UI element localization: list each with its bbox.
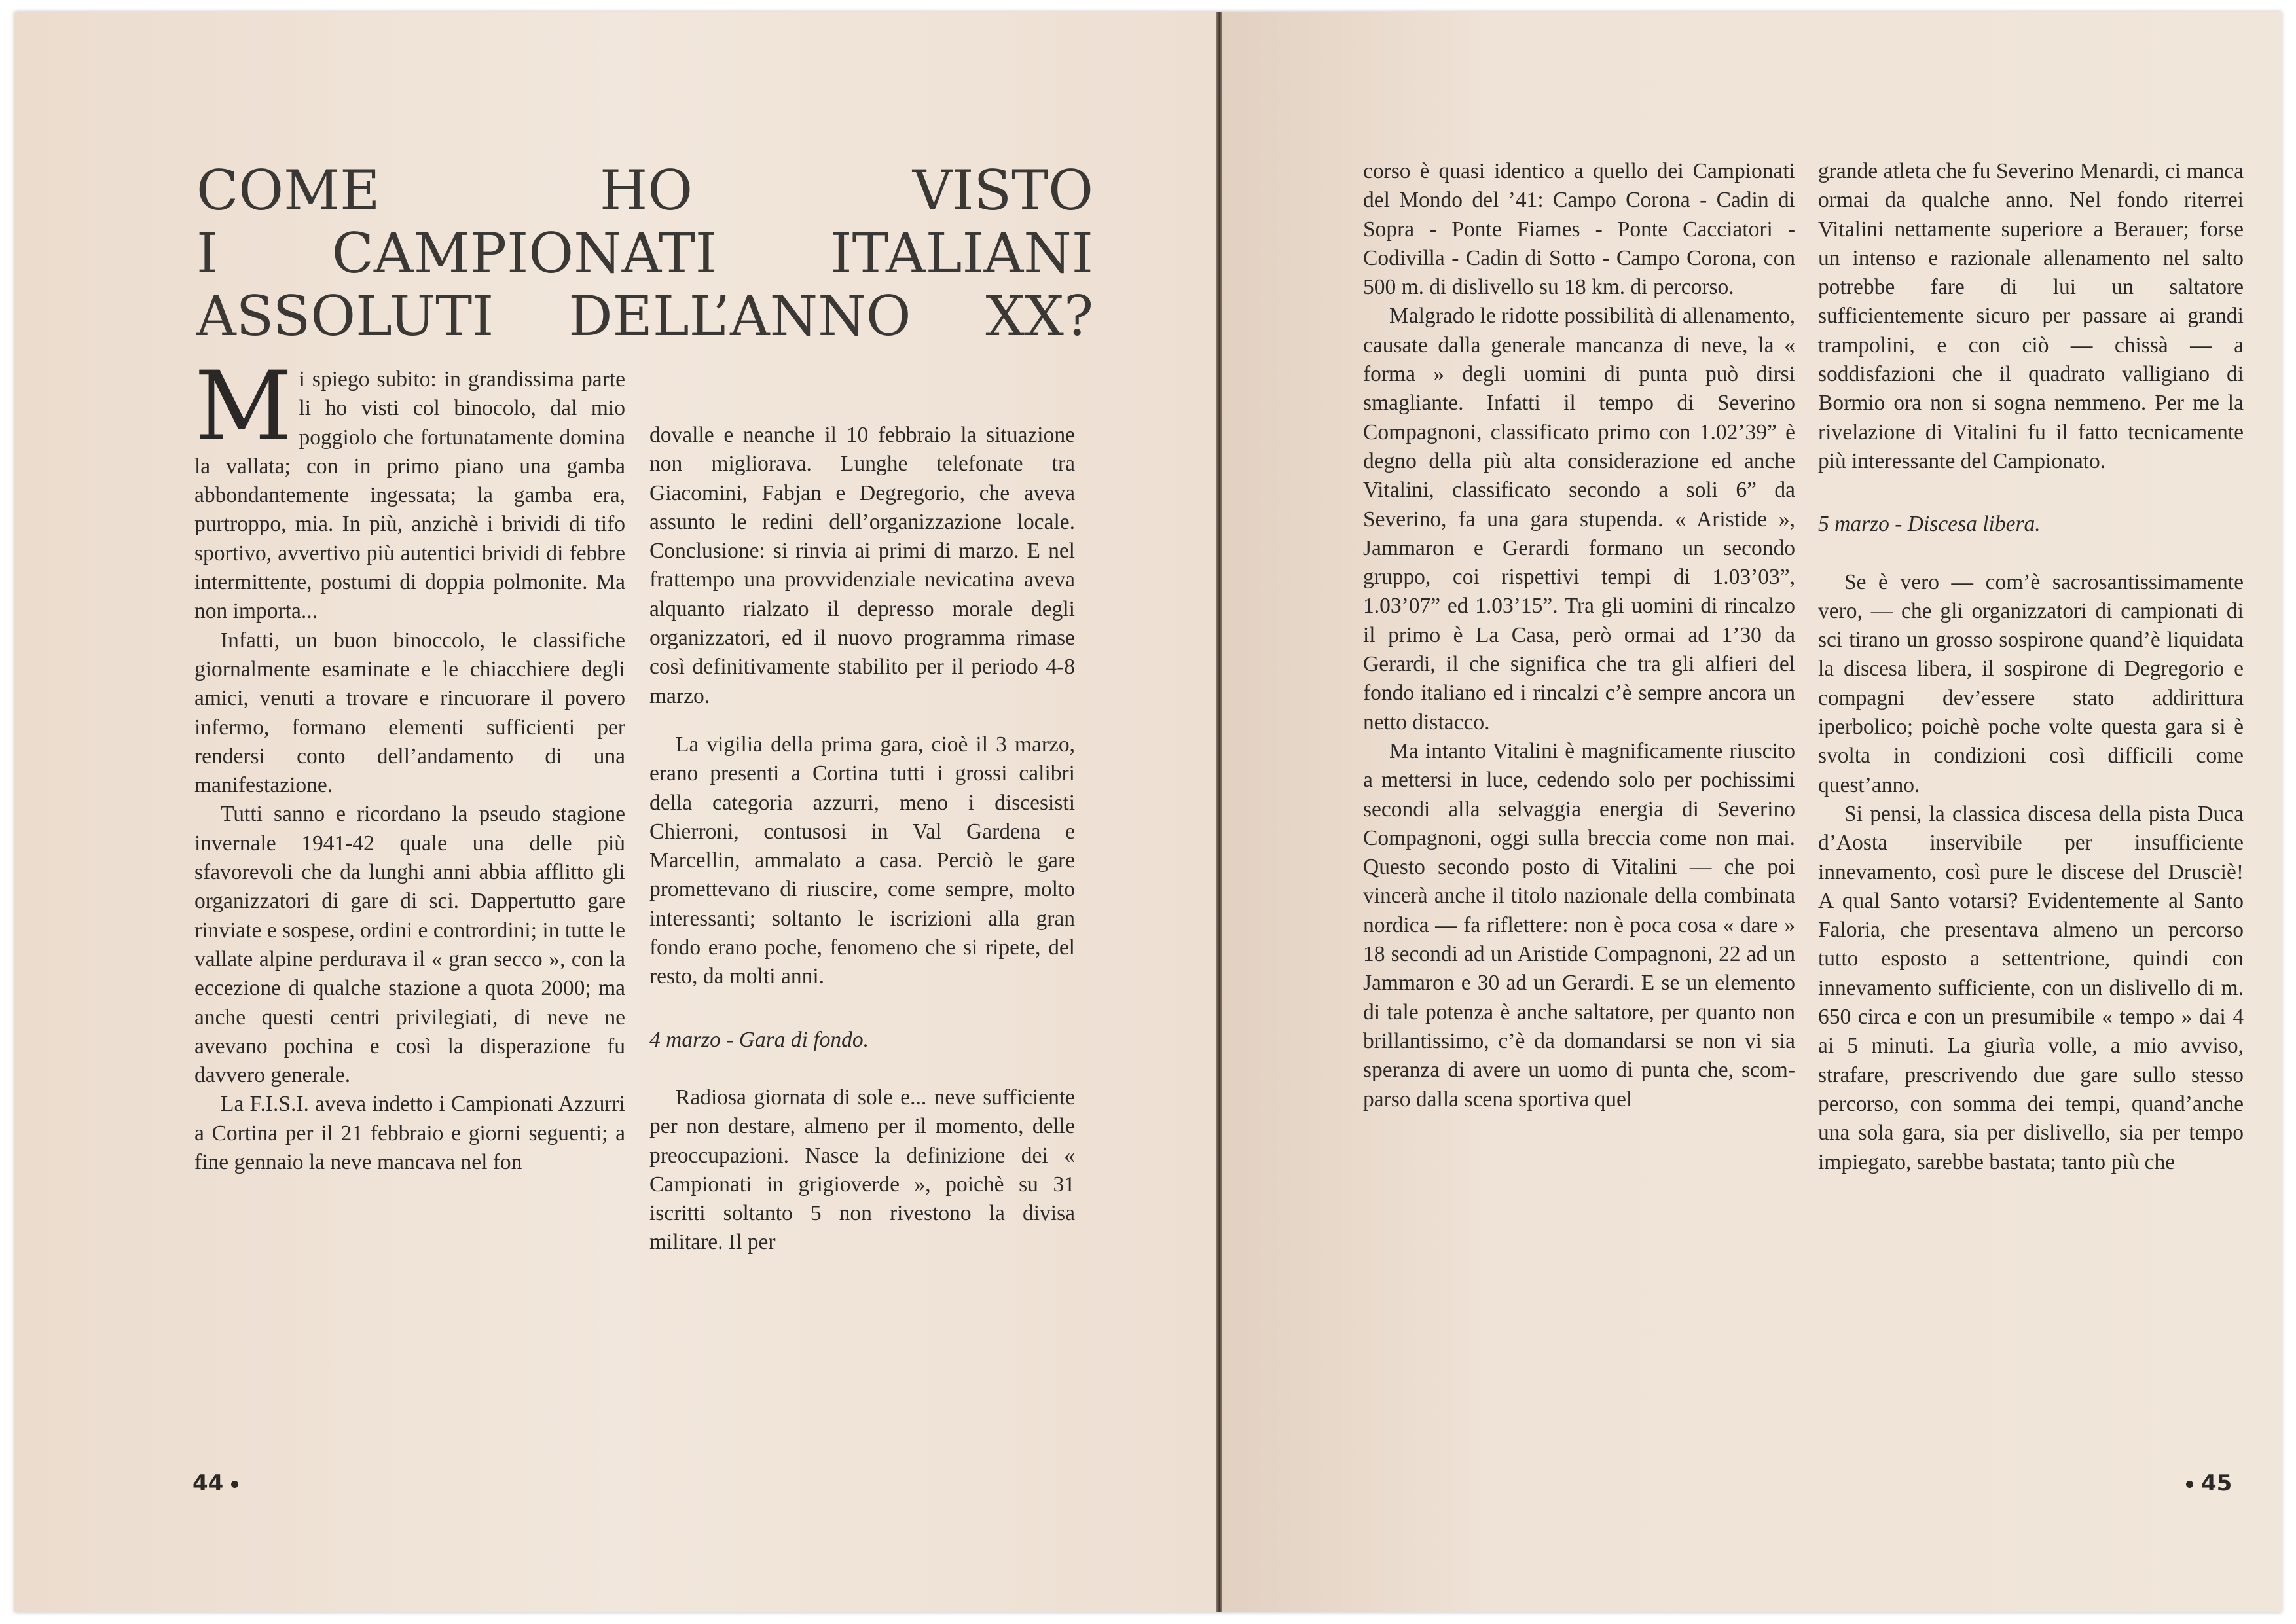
folio-dot-icon — [2186, 1481, 2193, 1488]
left-column-1 — [194, 351, 625, 1177]
section-heading: 4 marzo - Gara di fondo. — [649, 1027, 869, 1052]
title-line-1: COME HO VISTO — [196, 158, 1093, 223]
left-column-2 — [649, 421, 1075, 1257]
page-number — [192, 1470, 246, 1496]
article-title — [196, 159, 1093, 348]
title-line-3: ASSOLUTI DELL’ANNO XX? — [196, 284, 1093, 348]
paragraph — [194, 351, 625, 626]
page-number-text: 45 — [2201, 1470, 2232, 1496]
right-column-2 — [1818, 157, 2244, 1177]
book-spread — [14, 12, 2282, 1612]
paragraph: corso è quasi identico a quello dei Campionati del Mondo del ’41: Campo Corona - Cadin di Sopra - Ponte Fiames - Ponte Cacciatori - Codivilla - Cadin di Sotto - Campo Corona, con 500 m. di dislivello su 18 km. di percorso. — [1363, 159, 1795, 300]
paragraph: Infatti, un buon binoccolo, le classifiche giornalmente esaminate e le chiacchiere degli amici, venuti a trovare e rincuorare il povero infermo, formano elementi sufficienti per rendersi conto dell’andamento di una manifestazione. — [194, 628, 625, 798]
paragraph-text: i spiego subito: in grandissima parte li ho visti col binocolo, dal mio poggiolo che fortunatamente domina la vallata; con in primo piano una gamba abbondantemente ingessata; la gamba era, purtroppo, mia. In più, anzichè i brividi di tifo sportivo, avvertivo più autentici brividi di febbre intermittente, postumi di doppia polmonite. Ma non importa... — [194, 367, 625, 624]
title-line-2: I CAMPIONATI ITALIANI — [196, 221, 1093, 285]
folio-dot-icon — [231, 1481, 238, 1488]
paragraph: La vigilia della prima gara, cioè il 3 marzo, erano presenti a Cortina tutti i grossi calibri della categoria azzurri, meno i discesisti Chierroni, contusosi in Val Gardena e Marcellin, ammalato a casa. Perciò le gare promettevano di riuscire, come sempre, molto interessanti; soltanto le iscrizioni alla gran fondo erano poche, fenomeno che si ripete, del resto, da molti anni. — [649, 732, 1075, 989]
book-gutter — [1216, 12, 1222, 1612]
left-page — [14, 12, 1218, 1612]
right-column-1 — [1363, 157, 1795, 1114]
page-number — [2178, 1470, 2232, 1496]
paragraph: Se è vero — com’è sacrosantissimamente vero, — che gli organizzatori di campionati di sci tirano un grosso sospirone quand’è liquidata la discesa libera, il sospirone di Degregorio e compagni dev’essere stato addirittura iperbolico; poichè poche volte questa gara si è svolta in condizioni così difficili come quest’anno. — [1818, 569, 2244, 797]
paragraph: Si pensi, la classica discesa della pista Duca d’Aosta inservibile per insufficiente innevamento, così pure le discese del Drusciè! A qual Santo votarsi? Evidentemente al Santo Faloria, che presentava almeno un percorso tutto esposto a settentrione, quindi con innevamento sufficiente, con un dislivello di m. 650 circa e con un presumibile « tempo » dai 4 ai 5 minuti. La giurìa volle, a mio avviso, strafare, prescrivendo due gare sullo stesso percorso, con somma dei tempi, quand’anche una sola gara, sia per dislivello, sia per tempo impiegato, sarebbe bastata; tanto più che — [1818, 801, 2244, 1174]
page-number-text: 44 — [192, 1470, 224, 1496]
paragraph: Tutti sanno e ricordano la pseudo stagione invernale 1941-42 quale una delle più sfavorevoli che da lunghi anni abbia afflitto gli organizzatori di gare di sci. Dappertutto gare rinviate e sospese, ordini e contrordini; in tutte le vallate alpine perdurava il « gran secco », con la eccezione di qualche stazione a quota 2000; ma anche questi centri privilegiati, di neve ne avevano pochina e così la disperazione fu davvero generale. — [194, 802, 625, 1088]
right-page — [1222, 12, 2282, 1612]
paragraph: Ma intanto Vitalini è magnificamente riuscito a mettersi in luce, cedendo solo per pochissimi secondi alla selvaggia energia di Severino Compagnoni, oggi sulla breccia come non mai. Questo secondo posto di Vitalini — che poi vincerà anche il titolo nazionale della combinata nordica — fa riflettere: non è poca cosa « dare » 18 secondi ad un Aristide Compagnoni, 22 ad un Jammaron e 30 ad un Gerardi. E se un elemento di tale potenza è anche saltatore, per quanto non brillantissimo, c’è da domandarsi se non vi sia speranza di avere un uomo di punta che, scomparso dalla scena sportiva quel — [1363, 738, 1795, 1111]
paragraph: grande atleta che fu Severino Menardi, ci manca ormai da qualche anno. Nel fondo riterrei Vitalini nettamente superiore a Berauer; forse un intenso e razionale allenamento nel salto potrebbe fare di lui un saltatore sufficientemente sicuro per passare ai grandi trampolini, e con ciò — chissà — a soddisfazioni che il quadrato valligiano di Bormio ora non si sogna nemmeno. Per me la rivelazione di Vitalini fu il fatto tecnicamente più interessante del Campionato. — [1818, 159, 2244, 473]
paragraph: La F.I.S.I. aveva indetto i Campionati Azzurri a Cortina per il 21 febbraio e giorni seguenti; a fine gennaio la neve mancava nel fon — [194, 1092, 625, 1175]
paragraph: Radiosa giornata di sole e... neve sufficiente per non destare, almeno per il momento, delle preoccupazioni. Nasce la definizione dei « Campionati in grigioverde », poichè su 31 iscritti soltanto 5 non rivestono la divisa militare. Il per — [649, 1085, 1075, 1255]
section-heading: 5 marzo - Discesa libera. — [1818, 512, 2041, 537]
paragraph: dovalle e neanche il 10 febbraio la situazione non migliorava. Lunghe telefonate tra Giacomini, Fabjan e Degregorio, che aveva assunto le redini dell’organizzazione locale. Conclusione: si rinvia ai primi di marzo. E nel frattempo una provvidenziale nevicatina aveva alquanto rialzato il depresso morale degli organizzatori, ed il nuovo programma rimase così definitivamente stabilito per il periodo 4-8 marzo. — [649, 423, 1075, 708]
drop-cap: M — [194, 351, 293, 462]
paragraph: Malgrado le ridotte possibilità di allenamento, causate dalla generale mancanza di neve, la « forma » degli uomini di punta può dirsi smagliante. Infatti il tempo di Severino Compagnoni, classificato primo con 1.02’39” è degno della più alta considerazione ed anche Vitalini, classificato secondo a soli 6” da Severino, fa una gara stupenda. « Aristide », Jammaron e Gerardi formano un secondo gruppo, coi rispettivi tempi di 1.03’03”, 1.03’07” ed 1.03’15”. Tra gli uomini di rincalzo il primo è La Casa, però ormai ad 1’30 da Gerardi, il che significa che tra gli alfieri del fondo italiano ed i rincalzi c’è sempre ancora un netto distacco. — [1363, 304, 1795, 734]
